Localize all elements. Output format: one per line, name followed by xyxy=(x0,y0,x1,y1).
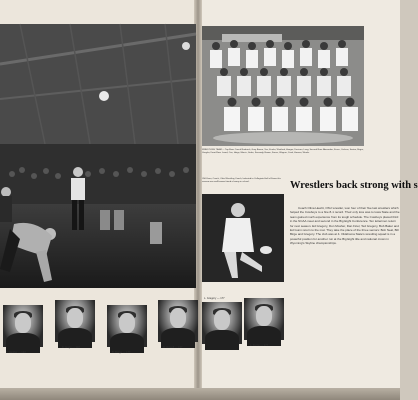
article-headline: Wrestlers back strong with s xyxy=(290,180,418,191)
portrait-caption: R. Dowell — 157 xyxy=(163,346,183,349)
ceiling-light-icon xyxy=(182,42,190,50)
wrestler-portrait xyxy=(158,300,198,342)
wrestler-portrait xyxy=(3,305,43,347)
wrestler-portrait xyxy=(244,298,284,340)
portrait-caption: T. Hadder — 123 xyxy=(6,351,26,354)
team-scene xyxy=(202,26,364,146)
arena-scene xyxy=(0,24,196,288)
article-body-text: Coach Olina Hewitt, OSU wrestler, won four of their five last wrestlers which helped the Cowboys to a fine 8-1 record. Their only loss was to Iowa State and the team gained much experience from its tough schedule. The Cowboys placed third in the NCAA meet and second in the Big Eight Conference. Ten lettermen return for next season. Ed Gregory, Don Mosher, Dan Ficel, Ted Gregory, Bob Baker and Ed Gunn return to the mat. They take the place of the three seniors: Bob Neal, Bill Birge and Gregory. The club was at 4. Oklahoma State's wrestling squad is in a powerful position for another run at the Big Eight title and national crown in Wyoming's Skyline championships. xyxy=(290,206,400,246)
ceiling-light-icon xyxy=(99,91,109,101)
book-bottom-edge xyxy=(0,388,400,400)
coach-photo-caption: Cliff Keen, Coach, Ohio Wrestling Coach, Inducted to Collegiate Hall of Fame this season was well-known friend of many in school. xyxy=(202,178,281,183)
wrestler-portrait xyxy=(202,302,242,344)
coach-photo xyxy=(202,194,284,282)
portrait-caption: L. Gregory — 177 xyxy=(204,297,225,300)
team-group-photo xyxy=(202,26,364,146)
portrait-caption: B. Burge — 177 xyxy=(112,351,131,354)
wrestler-portrait xyxy=(107,305,147,347)
wrestler-portrait xyxy=(55,300,95,342)
coach-figure xyxy=(202,194,284,282)
portrait-caption: D. Hugo — 147 xyxy=(62,346,80,349)
team-photo-caption: WRESTLING TEAM — Top Row: Coach Roderick, Gray Brown, Yon, Kuehn, Worthed, Hanger, Davison, Long; Second Row: Alexander, Kraus, Carlson, Sentor, Birgar, Vaughn; Front Row: Lourd, Cas, Haigs, Morris, Goles, Kennedy, Brawn, Fones, Wagner, Cook, Haroun, Weeks xyxy=(202,149,364,154)
arena-action-photo xyxy=(0,24,196,288)
portrait-caption: L. Kurrie — 177 xyxy=(250,344,269,347)
